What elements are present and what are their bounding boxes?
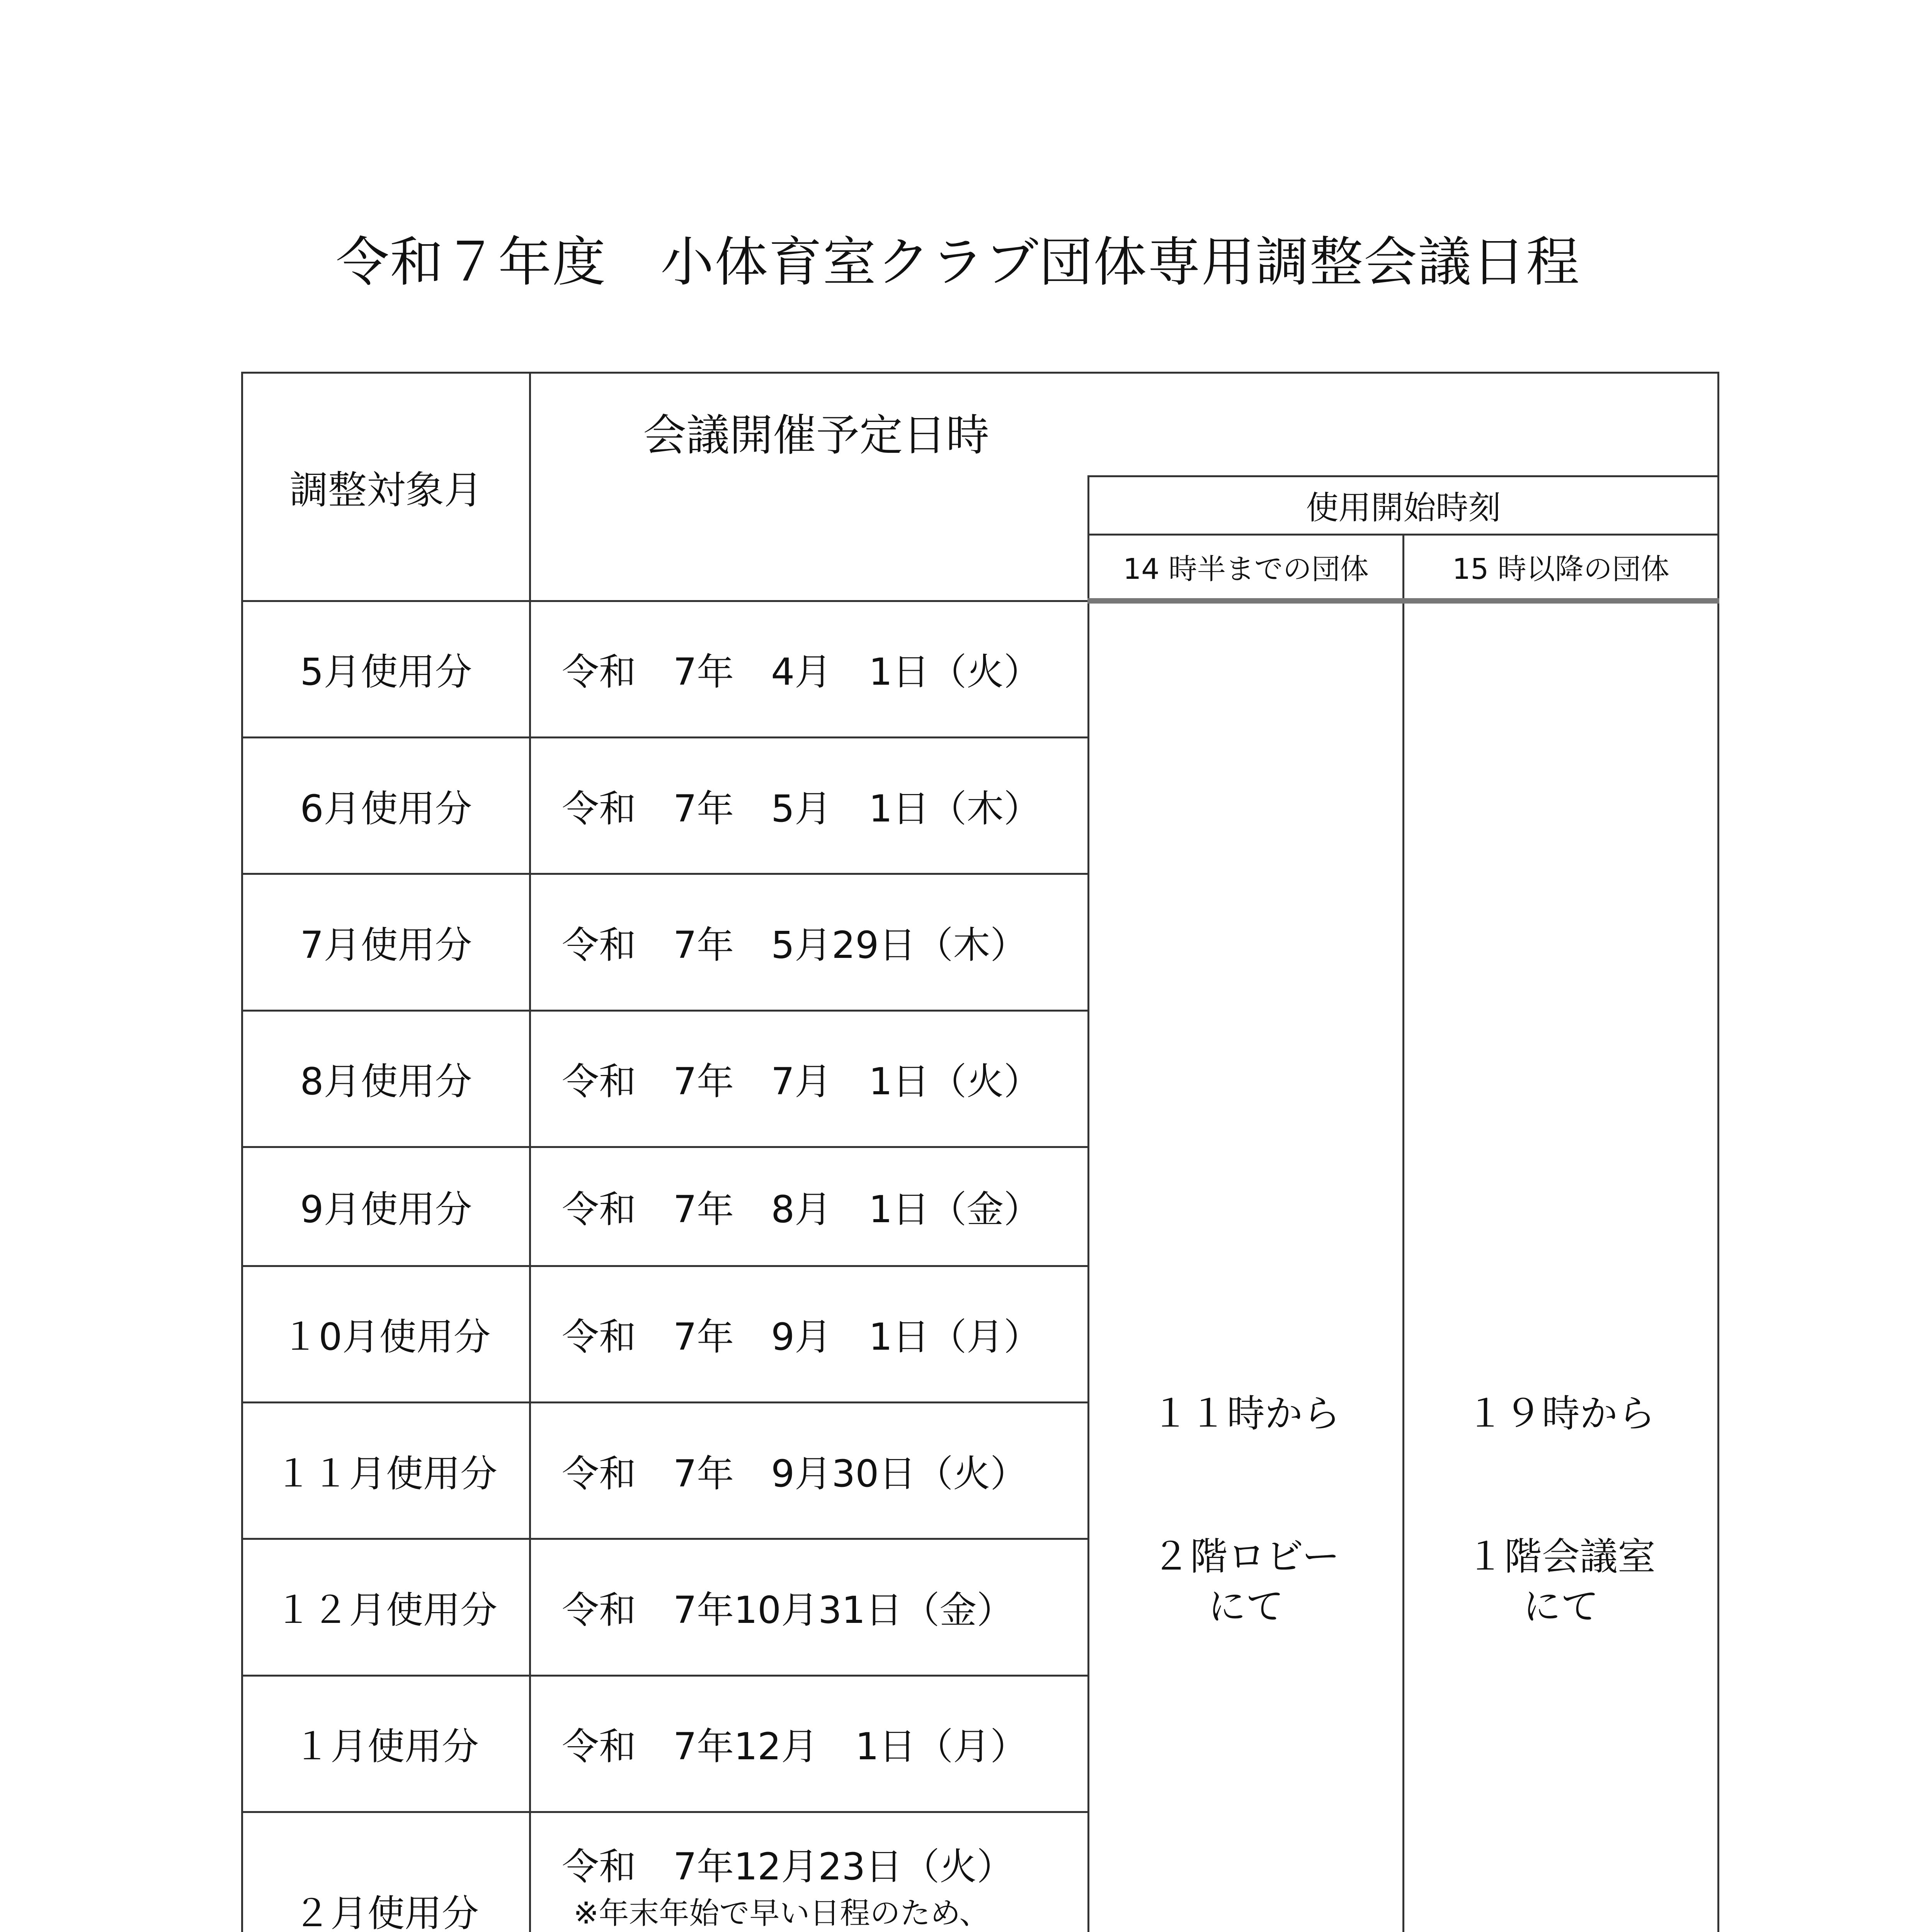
header-month-cell: 調整対象月 (242, 373, 530, 601)
early-place-suffix: にて (1208, 1585, 1284, 1629)
header-group-late: 15 時以降の団体 (1404, 534, 1719, 601)
month-cell: 6月使用分 (242, 737, 530, 874)
date-cell: 令和 7年12月 1日（月） (530, 1675, 1089, 1812)
date-cell: 令和 7年10月31日（金） (530, 1539, 1089, 1675)
early-group-info (1089, 601, 1404, 1932)
date-cell: 令和 7年 8月 1日（金） (530, 1147, 1089, 1266)
month-cell: １２月使用分 (242, 1539, 530, 1675)
date-cell: 令和 7年 9月 1日（月） (530, 1266, 1089, 1402)
schedule-grid (241, 372, 1719, 1932)
date-cell: 令和 7年 5月29日（木） (530, 874, 1089, 1010)
month-cell: １月使用分 (242, 1675, 530, 1812)
month-cell: １１月使用分 (242, 1403, 530, 1539)
header-date-blank (530, 476, 1089, 601)
month-cell: 8月使用分 (242, 1010, 530, 1147)
early-time: １１時から (1151, 1392, 1341, 1436)
date-cell: 令和 7年 7月 1日（火） (530, 1010, 1089, 1147)
date-note-line-1: ※年末年始で早い日程のため、 (573, 1896, 990, 1931)
month-cell: １0月使用分 (242, 1266, 530, 1402)
late-group-info (1404, 601, 1719, 1932)
date-text: 令和 7年12月23日（火） (562, 1845, 1014, 1889)
date-cell: 令和 7年 9月30日（火） (530, 1403, 1089, 1539)
month-cell: 5月使用分 (242, 601, 530, 737)
header-group-early: 14 時半までの団体 (1089, 534, 1404, 601)
page-title: 令和７年度 小体育室クラブ団体専用調整会議日程 (335, 231, 1580, 293)
table-row (242, 601, 1719, 737)
month-cell: 9月使用分 (242, 1147, 530, 1266)
early-place: ２階ロビー (1152, 1534, 1340, 1579)
late-place: １階会議室 (1466, 1534, 1656, 1579)
date-cell: 令和 7年 5月 1日（木） (530, 737, 1089, 874)
date-cell: 令和 7年 4月 1日（火） (530, 601, 1089, 737)
late-time: １９時から (1466, 1392, 1656, 1436)
month-cell: ２月使用分 (242, 1812, 530, 1932)
late-place-suffix: にて (1523, 1585, 1599, 1629)
header-meeting-date-cell: 会議開催予定日時 (530, 373, 1719, 476)
month-cell: 7月使用分 (242, 874, 530, 1010)
date-cell-with-note (530, 1812, 1089, 1932)
header-start-time: 使用開始時刻 (1089, 476, 1719, 534)
